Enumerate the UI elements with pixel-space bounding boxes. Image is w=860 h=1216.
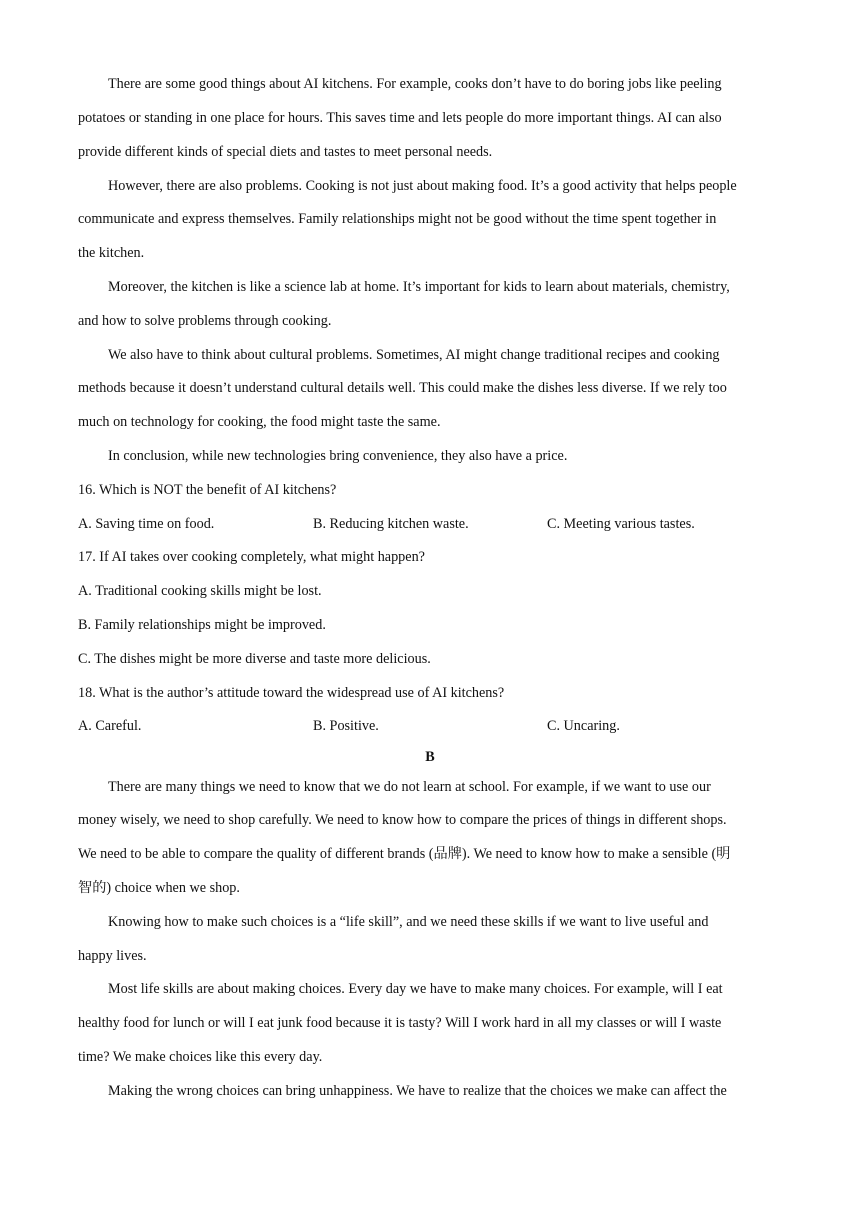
- section-b-heading: B: [425, 749, 435, 765]
- question-17-option-a: A. Traditional cooking skills might be lost.: [78, 583, 322, 599]
- passage-a-p5-line1: In conclusion, while new technologies bring convenience, they also have a price.: [108, 448, 568, 464]
- passage-a-p1-line1: There are some good things about AI kitchens. For example, cooks don’t have to do boring jobs like peeling: [108, 76, 722, 92]
- question-18-option-a: A. Careful.: [78, 718, 142, 734]
- passage-b-p3-line2: healthy food for lunch or will I eat junk food because it is tasty? Will I work hard in all my classes or will I waste: [78, 1015, 722, 1031]
- passage-b-p3-line1: Most life skills are about making choices. Every day we have to make many choices. For example, will I eat: [108, 981, 723, 997]
- passage-a-p4-line1: We also have to think about cultural problems. Sometimes, AI might change traditional recipes and cooking: [108, 347, 720, 363]
- question-17-stem: 17. If AI takes over cooking completely, what might happen?: [78, 549, 425, 565]
- question-18-option-c: C. Uncaring.: [547, 718, 620, 734]
- passage-b-p1-line4: 智的) choice when we shop.: [78, 880, 240, 896]
- question-16-option-a: A. Saving time on food.: [78, 516, 215, 532]
- passage-a-p1-line3: provide different kinds of special diets and tastes to meet personal needs.: [78, 144, 493, 160]
- passage-a-p2-line3: the kitchen.: [78, 245, 145, 261]
- passage-a-p2-line1: However, there are also problems. Cooking is not just about making food. It’s a good activity that helps people: [108, 178, 737, 194]
- question-16-option-c: C. Meeting various tastes.: [547, 516, 695, 532]
- question-18-stem: 18. What is the author’s attitude toward the widespread use of AI kitchens?: [78, 685, 505, 701]
- passage-b-p1-line1: There are many things we need to know that we do not learn at school. For example, if we want to use our: [108, 779, 711, 795]
- passage-b-p2-line1: Knowing how to make such choices is a “life skill”, and we need these skills if we want to live useful and: [108, 914, 709, 930]
- question-17-option-c: C. The dishes might be more diverse and taste more delicious.: [78, 651, 431, 667]
- passage-a-p3-line2: and how to solve problems through cooking.: [78, 313, 332, 329]
- passage-a-p4-line3: much on technology for cooking, the food might taste the same.: [78, 414, 441, 430]
- passage-a-p4-line2: methods because it doesn’t understand cultural details well. This could make the dishes less diverse. If we rely too: [78, 380, 727, 396]
- passage-a-p3-line1: Moreover, the kitchen is like a science lab at home. It’s important for kids to learn about materials, chemistry,: [108, 279, 730, 295]
- passage-a-p2-line2: communicate and express themselves. Family relationships might not be good without the time spent together in: [78, 211, 717, 227]
- passage-b-p3-line3: time? We make choices like this every day.: [78, 1049, 323, 1065]
- passage-b-p1-line2: money wisely, we need to shop carefully. We need to know how to compare the prices of things in different shops.: [78, 812, 727, 828]
- question-18-option-b: B. Positive.: [313, 718, 379, 734]
- question-16-stem: 16. Which is NOT the benefit of AI kitchens?: [78, 482, 337, 498]
- passage-b-p1-line3: We need to be able to compare the quality of different brands (品牌). We need to know how to make a sensible (明: [78, 846, 731, 862]
- passage-b-p2-line2: happy lives.: [78, 948, 147, 964]
- question-17-option-b: B. Family relationships might be improved.: [78, 617, 326, 633]
- question-16-option-b: B. Reducing kitchen waste.: [313, 516, 469, 532]
- passage-a-p1-line2: potatoes or standing in one place for hours. This saves time and lets people do more important things. AI can also: [78, 110, 722, 126]
- passage-b-p4-line1: Making the wrong choices can bring unhappiness. We have to realize that the choices we make can affect the: [108, 1083, 727, 1099]
